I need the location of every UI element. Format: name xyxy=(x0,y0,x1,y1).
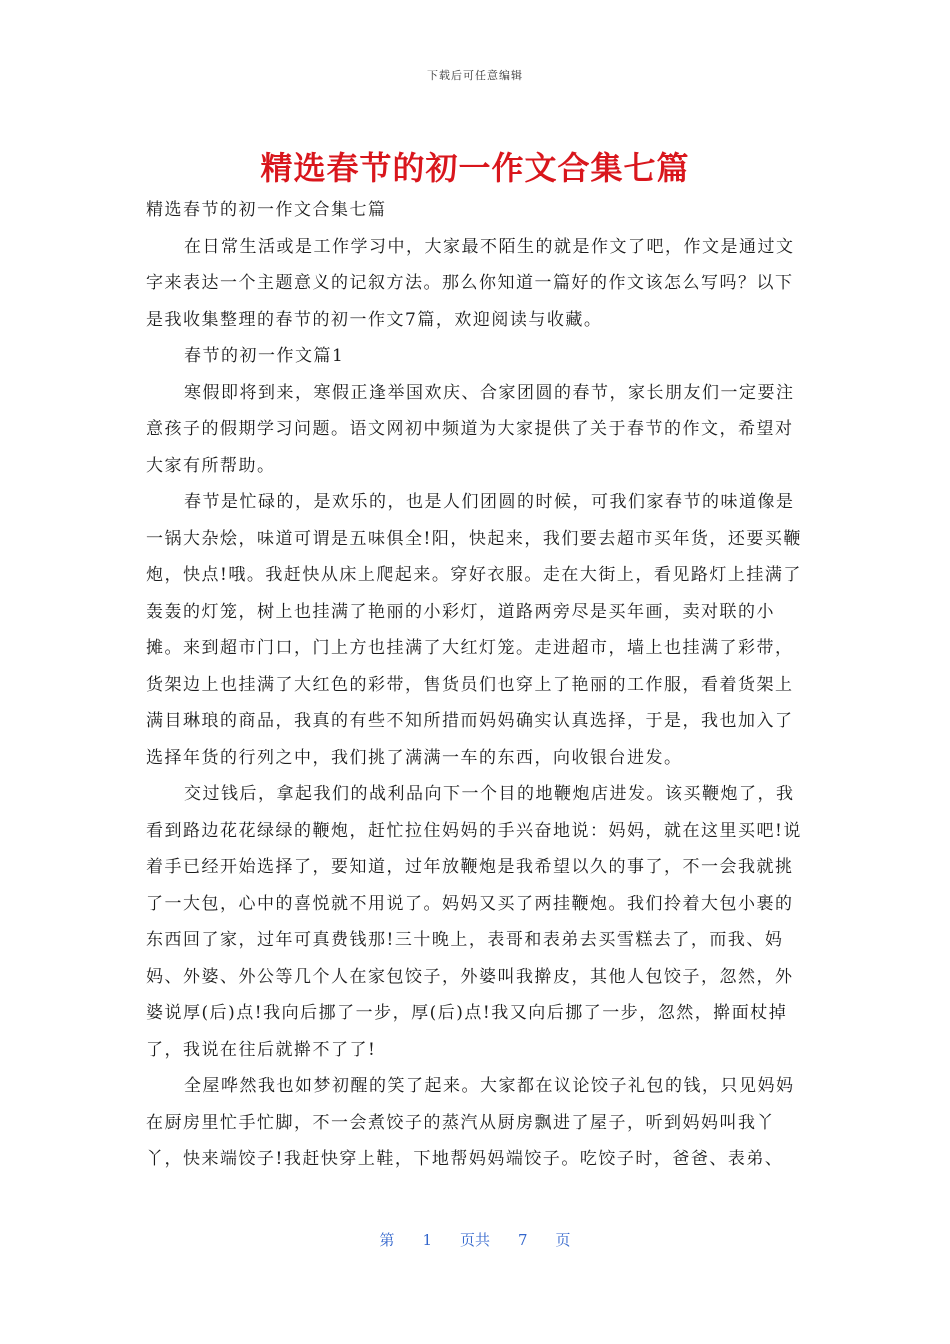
header-note: 下载后可任意编辑 xyxy=(427,69,523,82)
page-footer xyxy=(0,1229,950,1250)
section-heading: 春节的初一作文篇1 xyxy=(184,346,345,366)
page-label-prefix: 第 xyxy=(379,1231,395,1249)
current-page-number: 1 xyxy=(422,1231,432,1249)
intro-paragraph: 在日常生活或是工作学习中，大家最不陌生的就是作文了吧，作文是通过文字来表达一个主题意义的记叙方法。那么你知道一篇好的作文该怎么写吗？以下是我收集整理的春节的初一作文7篇，欢迎阅读与收藏。 xyxy=(146,236,795,330)
body-paragraph: 寒假即将到来，寒假正逢举国欢庆、合家团圆的春节，家长朋友们一定要注意孩子的假期学习问题。语文网初中频道为大家提供了关于春节的作文，希望对大家有所帮助。 xyxy=(146,382,795,476)
subtitle-paragraph: 精选春节的初一作文合集七篇 xyxy=(146,200,387,220)
document-body xyxy=(146,192,811,1178)
body-paragraph: 春节是忙碌的，是欢乐的，也是人们团圆的时候，可我们家春节的味道像是一锅大杂烩，味道可谓是五味俱全!阳，快起来，我们要去超市买年货，还要买鞭炮，快点!哦。我赶快从床上爬起来。穿好衣服。走在大街上，看见路灯上挂满了轰轰的灯笼，树上也挂满了艳丽的小彩灯，道路两旁尽是买年画，卖对联的小摊。来到超市门口，门上方也挂满了大红灯笼。走进超市，墙上也挂满了彩带，货架边上也挂满了大红色的彩带，售货员们也穿上了艳丽的工作服，看着货架上满目琳琅的商品，我真的有些不知所措而妈妈确实认真选择，于是，我也加入了选择年货的行列之中，我们挑了满满一车的东西，向收银台进发。 xyxy=(146,492,802,768)
page-label-middle: 页共 xyxy=(459,1231,490,1249)
page-label-suffix: 页 xyxy=(555,1231,571,1249)
body-paragraph: 交过钱后，拿起我们的战利品向下一个目的地鞭炮店进发。该买鞭炮了，我看到路边花花绿绿的鞭炮，赶忙拉住妈妈的手兴奋地说：妈妈，就在这里买吧!说着手已经开始选择了，要知道，过年放鞭炮是我希望以久的事了，不一会我就挑了一大包，心中的喜悦就不用说了。妈妈又买了两挂鞭炮。我们拎着大包小裹的东西回了家，过年可真费钱那!三十晚上，表哥和表弟去买雪糕去了，而我、妈妈、外婆、外公等几个人在家包饺子，外婆叫我擀皮，其他人包饺子，忽然，外婆说厚(后)点!我向后挪了一步，厚(后)点!我又向后挪了一步，忽然，擀面杖掉了，我说在往后就擀不了了! xyxy=(146,784,802,1060)
body-paragraph: 全屋哗然我也如梦初醒的笑了起来。大家都在议论饺子礼包的钱，只见妈妈在厨房里忙手忙脚，不一会煮饺子的蒸汽从厨房飘进了屋子，听到妈妈叫我丫丫，快来端饺子!我赶快穿上鞋，下地帮妈妈端饺子。吃饺子时，爸爸、表弟、 xyxy=(146,1076,795,1169)
document-title: 精选春节的初一作文合集七篇 xyxy=(260,149,690,187)
total-pages-number: 7 xyxy=(518,1231,528,1249)
